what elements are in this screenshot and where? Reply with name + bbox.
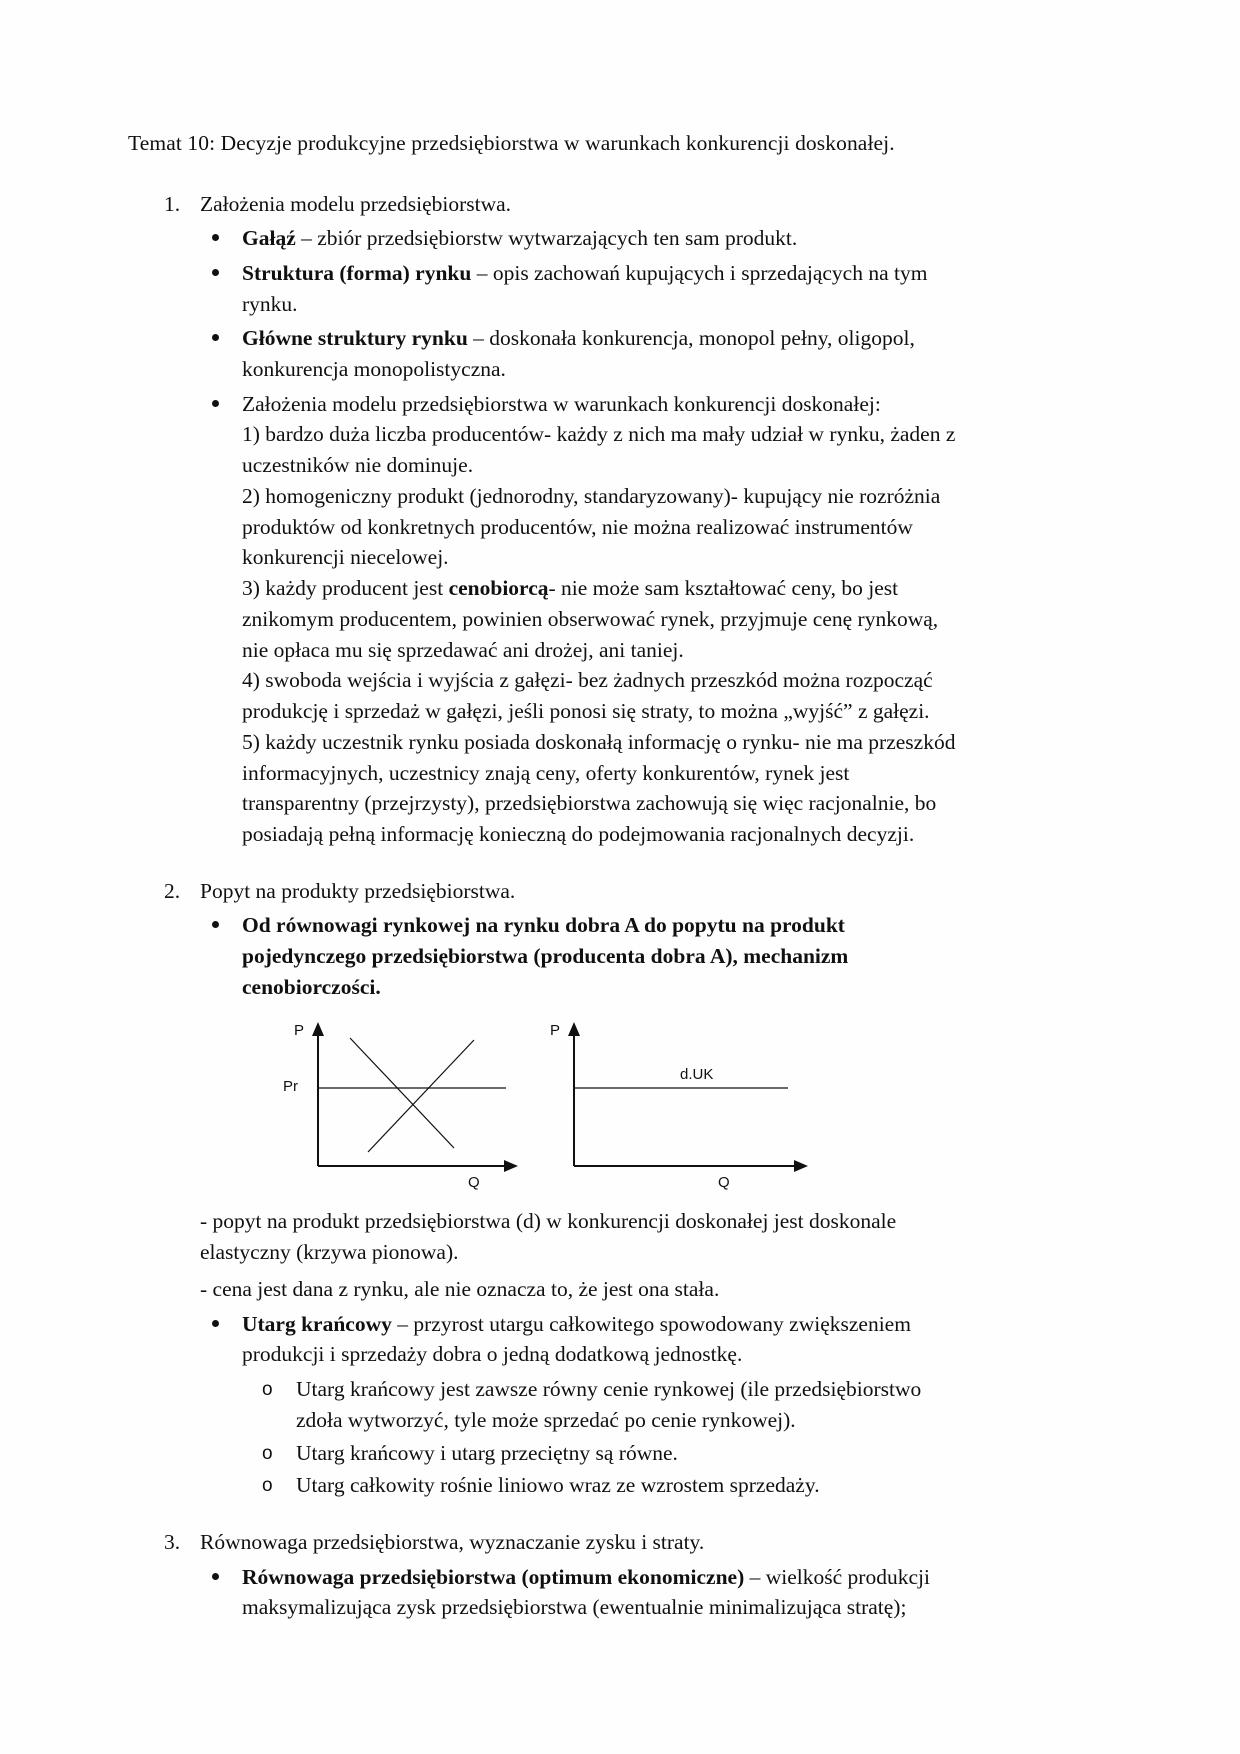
bullet-rownowaga-term: Równowaga przedsiębiorstwa (optimum ekonomiczne) xyxy=(242,1564,745,1589)
bullet-dot-icon xyxy=(212,234,219,241)
bullet-zalozenia-modelu xyxy=(200,389,968,850)
sub-item-text: Utarg krańcowy jest zawsze równy cenie rynkowej (ile przedsiębiorstwo zdoła wytworzyć, tyle może sprzedać po cenie rynkowej). xyxy=(296,1377,922,1432)
bullet-dot-icon xyxy=(212,921,219,928)
bullet-glowne-term: Główne struktury rynku xyxy=(242,326,468,351)
circle-bullet-icon: o xyxy=(262,1442,273,1464)
bullet-struktura-term: Struktura (forma) rynku xyxy=(242,260,472,285)
point-3-post: - nie może sam kształtować ceny, bo jest znikomym producentem, powinien obserwować rynek, przyjmuje cenę rynkową, nie opłaca mu się sprzedawać ani drożej, ani taniej. xyxy=(242,576,939,662)
bullet-zalozenia-text: Założenia modelu przedsiębiorstwa w warunkach konkurencji doskonałej: xyxy=(242,391,881,416)
supply-demand-figure xyxy=(278,1016,838,1196)
point-3-pre: 3) każdy producent jest xyxy=(242,576,449,601)
right-chart-y-axis-label: P xyxy=(550,1022,561,1040)
sub-item-utarg-przecietny xyxy=(242,1438,968,1469)
note-cena-dana-z-rynku: - cena jest dana z rynku, ale nie oznacza to, że jest ona stała. xyxy=(200,1276,720,1301)
section-2-bullets xyxy=(200,910,968,1002)
page-content xyxy=(128,128,968,1649)
bullet-galaz xyxy=(200,223,968,254)
bullet-glowne-struktury xyxy=(200,323,968,384)
section-3 xyxy=(128,1527,968,1623)
section-3-bullets xyxy=(200,1562,968,1623)
supply-curve xyxy=(368,1040,474,1152)
left-chart-y-arrow-icon xyxy=(312,1022,324,1036)
bullet-glowne-text: – doskonała konkurencja, monopol pełny, oligopol, konkurencja monopolistyczna. xyxy=(242,326,915,381)
bullet-dot-icon xyxy=(212,334,219,341)
section-1 xyxy=(128,189,968,850)
left-chart-x-arrow-icon xyxy=(504,1160,518,1172)
bullet-dot-icon xyxy=(212,400,219,407)
bullet-od-rownowagi-text: Od równowagi rynkowej na rynku dobra A do popytu na produkt pojedynczego przedsiębiorstwa (producenta dobra A), mechanizm cenobiorczości. xyxy=(242,913,849,999)
bullet-struktura-text: – opis zachowań kupujących i sprzedających na tym rynku. xyxy=(242,260,928,316)
right-chart-y-arrow-icon xyxy=(568,1022,580,1036)
section-1-heading: Założenia modelu przedsiębiorstwa. xyxy=(200,191,512,216)
sub-item-text: Utarg krańcowy i utarg przeciętny są równe. xyxy=(296,1440,678,1465)
note-popyt-elastyczny: - popyt na produkt przedsiębiorstwa (d) w konkurencji doskonałej jest doskonale elastyczny (krzywa pionowa). xyxy=(200,1209,897,1265)
section-2 xyxy=(128,876,968,1501)
sub-item-text: Utarg całkowity rośnie liniowo wraz ze wzrostem sprzedaży. xyxy=(296,1473,820,1498)
section-2-heading: Popyt na produkty przedsiębiorstwa. xyxy=(200,878,516,903)
sub-item-utarg-rowny-cenie xyxy=(242,1374,968,1435)
left-chart-price-label: Pr xyxy=(283,1078,298,1096)
circle-bullet-icon: o xyxy=(262,1379,273,1401)
right-chart-x-axis-label: Q xyxy=(718,1174,730,1192)
page-title: Temat 10: Decyzje produkcyjne przedsiębiorstwa w warunkach konkurencji doskonałej. xyxy=(128,131,895,155)
section-2-utarg-bullets xyxy=(200,1309,968,1501)
firm-demand-line-label: d.UK xyxy=(680,1066,714,1084)
point-2: 2) homogeniczny produkt (jednorodny, standaryzowany)- kupujący nie rozróżnia produktów od konkretnych producentów, nie można realizować instrumentów konkurencji niecelowej. xyxy=(242,483,941,570)
point-1: 1) bardzo duża liczba producentów- każdy z nich ma mały udział w rynku, żaden z uczestników nie dominuje. xyxy=(242,422,956,478)
demand-curve xyxy=(350,1038,454,1148)
left-chart-y-axis-label: P xyxy=(294,1022,305,1040)
bullet-utarg-term: Utarg krańcowy xyxy=(242,1311,392,1336)
sub-item-utarg-calkowity xyxy=(242,1470,968,1501)
outline-list xyxy=(128,189,968,1624)
bullet-rownowaga-text: – wielkość produkcji maksymalizująca zysk przedsiębiorstwa (ewentualnie minimalizująca stratę); xyxy=(242,1564,930,1620)
point-3 xyxy=(242,573,968,665)
section-3-number: 3. xyxy=(164,1530,181,1555)
bullet-dot-icon xyxy=(212,1320,219,1327)
right-chart-x-arrow-icon xyxy=(794,1160,808,1172)
circle-bullet-icon: o xyxy=(262,1475,273,1497)
utarg-sub-list xyxy=(242,1374,968,1501)
bullet-struktura-rynku xyxy=(200,258,968,319)
point-4: 4) swoboda wejścia i wyjścia z gałęzi- bez żadnych przeszkód można rozpocząć produkcję i sprzedaż w gałęzi, jeśli ponosi się straty, to można „wyjść” z gałęzi. xyxy=(242,668,933,724)
bullet-utarg-krancowy xyxy=(200,1309,968,1501)
section-3-heading: Równowaga przedsiębiorstwa, wyznaczanie zysku i straty. xyxy=(200,1530,705,1555)
left-chart-x-axis-label: Q xyxy=(468,1174,480,1192)
section-1-bullets xyxy=(200,223,968,850)
bullet-rownowaga-przedsiebiorstwa xyxy=(200,1562,968,1623)
bullet-galaz-term: Gałąź xyxy=(242,226,296,251)
point-5: 5) każdy uczestnik rynku posiada doskonałą informację o rynku- nie ma przeszkód informacyjnych, uczestnicy znają ceny, oferty konkurentów, rynek jest transparentny (przejrzysty), przedsiębiorstwa zachowują się więc racjonalnie, bo posiadają pełną informację konieczną do podejmowania racjonalnych decyzji. xyxy=(242,729,956,846)
section-2-number: 2. xyxy=(164,878,181,903)
bullet-od-rownowagi xyxy=(200,910,968,1002)
bullet-galaz-text: – zbiór przedsiębiorstw wytwarzających ten sam produkt. xyxy=(295,226,798,251)
point-3-term: cenobiorcą xyxy=(448,576,549,601)
bullet-utarg-text: – przyrost utargu całkowitego spowodowany zwiększeniem produkcji i sprzedaży dobra o jedną dodatkową jednostkę. xyxy=(242,1311,911,1367)
section-1-number: 1. xyxy=(164,191,181,216)
bullet-dot-icon xyxy=(212,1573,219,1580)
figure-svg xyxy=(278,1016,838,1196)
bullet-dot-icon xyxy=(212,269,219,276)
